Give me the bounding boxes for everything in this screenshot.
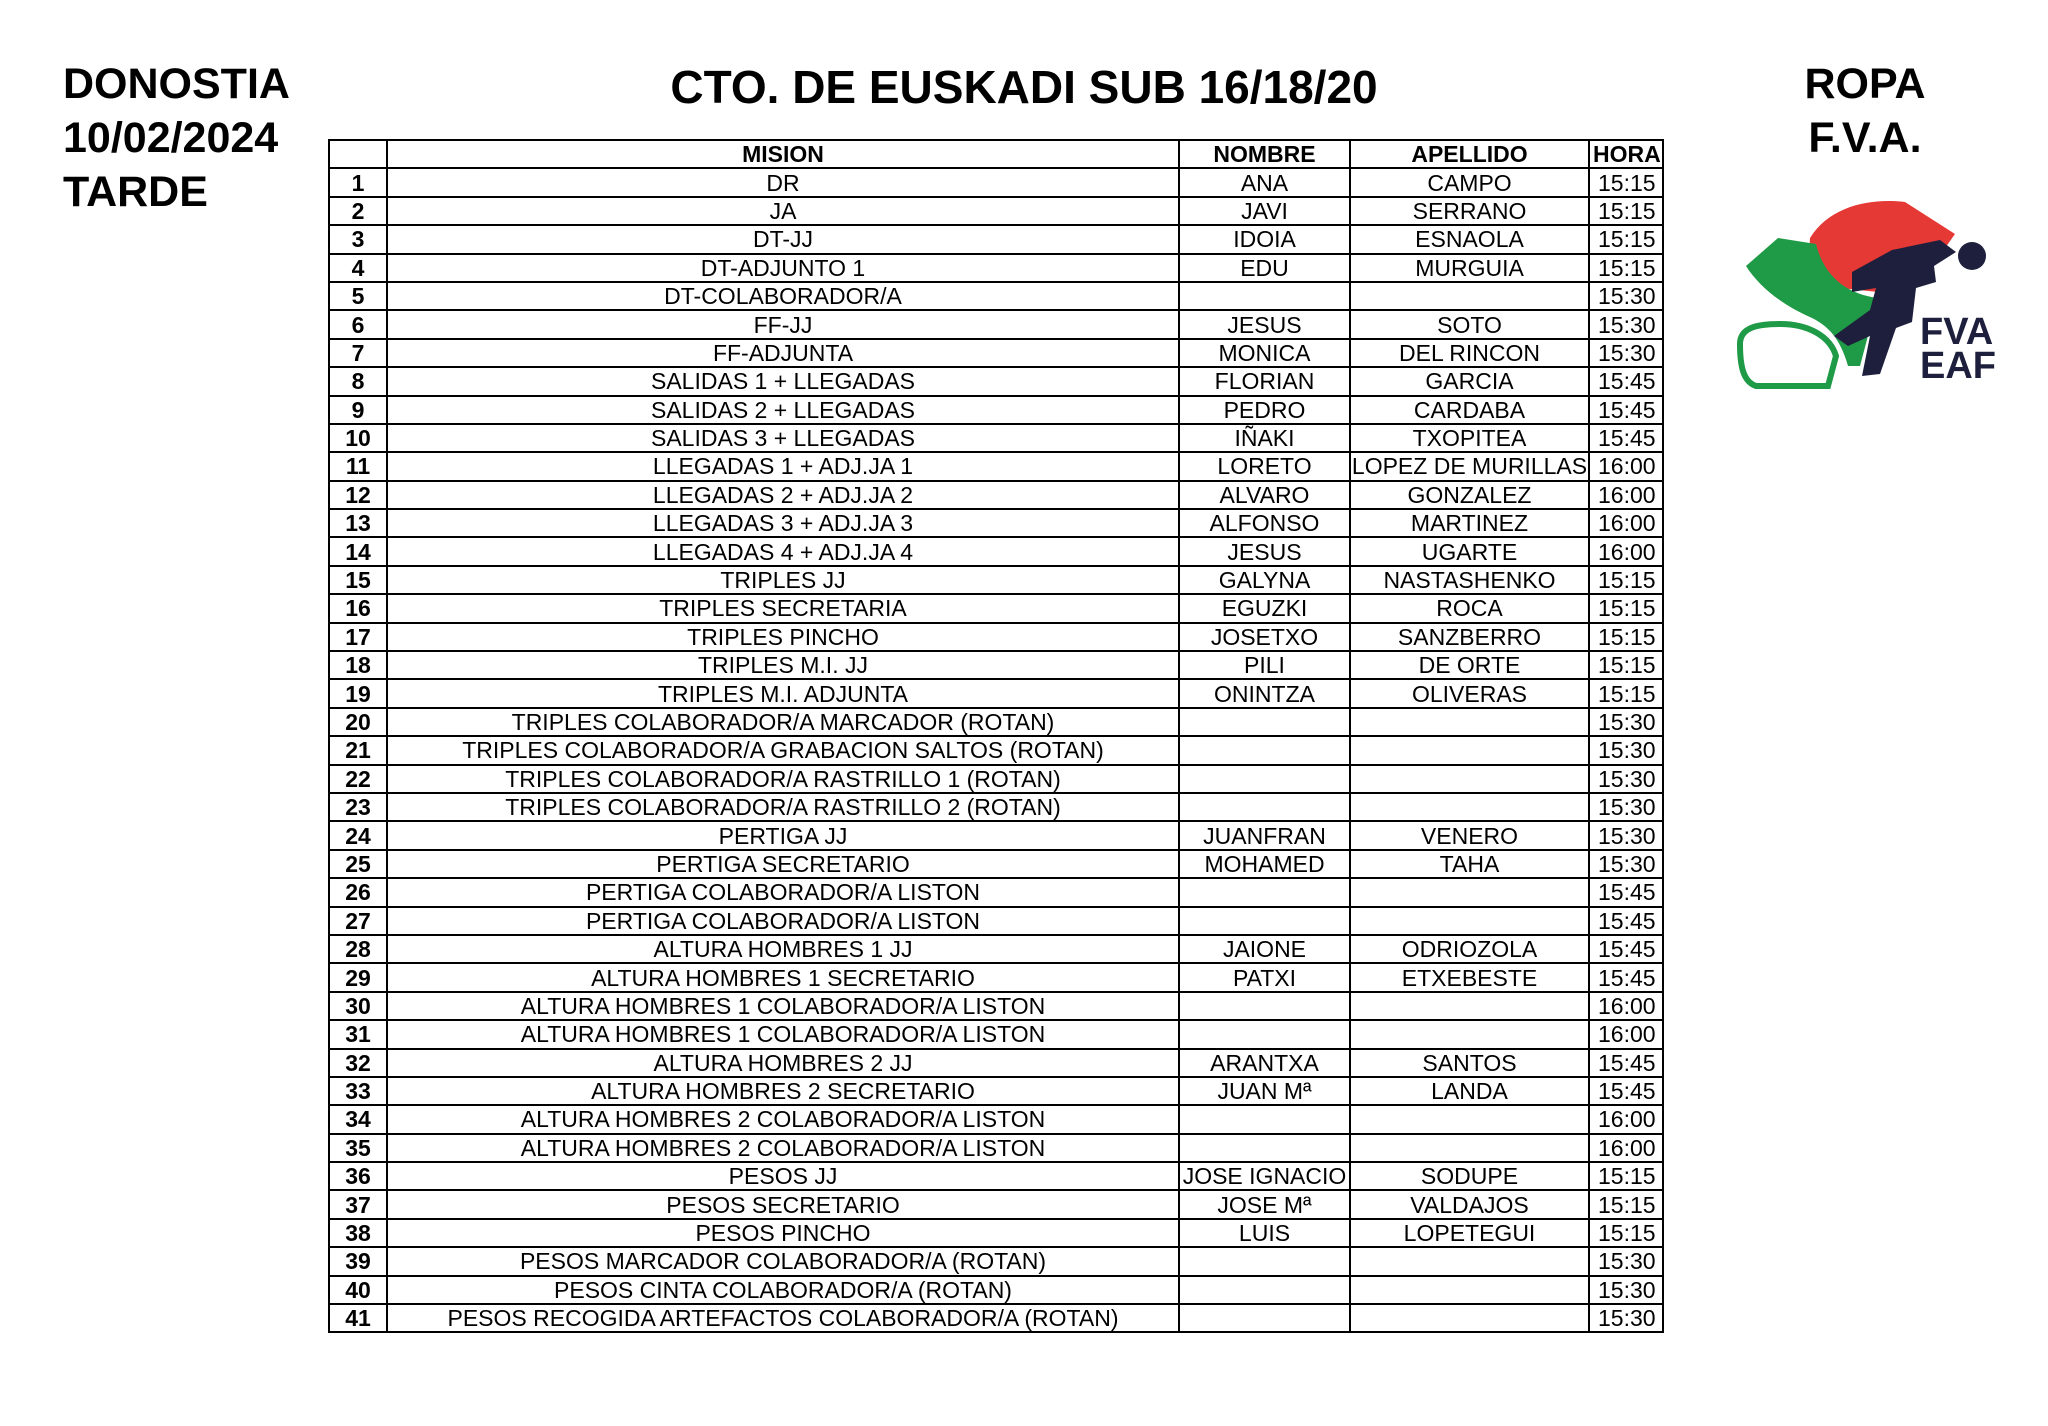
table-row: [329, 1276, 1663, 1304]
row-number: 40: [329, 1276, 387, 1304]
hora-cell: 15:30: [1589, 736, 1663, 764]
nombre-cell: ARANTXA: [1179, 1049, 1350, 1077]
table-row: [329, 850, 1663, 878]
mision-cell: PERTIGA COLABORADOR/A LISTON: [387, 878, 1179, 906]
hora-cell: 15:15: [1589, 566, 1663, 594]
row-number: 31: [329, 1020, 387, 1048]
table-row: [329, 708, 1663, 736]
row-number: 39: [329, 1247, 387, 1275]
nombre-cell: JAIONE: [1179, 935, 1350, 963]
nombre-cell: JOSE Mª: [1179, 1190, 1350, 1218]
table-row: [329, 736, 1663, 764]
mision-cell: SALIDAS 3 + LLEGADAS: [387, 424, 1179, 452]
hora-cell: 15:30: [1589, 708, 1663, 736]
table-row: [329, 1020, 1663, 1048]
table-row: [329, 396, 1663, 424]
nombre-cell: [1179, 1247, 1350, 1275]
apellido-cell: [1350, 992, 1589, 1020]
table-row: [329, 679, 1663, 707]
row-number: 20: [329, 708, 387, 736]
hora-cell: 15:15: [1589, 168, 1663, 196]
mision-cell: LLEGADAS 4 + ADJ.JA 4: [387, 537, 1179, 565]
apellido-cell: DE ORTE: [1350, 651, 1589, 679]
table-row: [329, 623, 1663, 651]
apellido-cell: [1350, 765, 1589, 793]
table-row: [329, 1247, 1663, 1275]
apellido-cell: ETXEBESTE: [1350, 963, 1589, 991]
hora-cell: 15:45: [1589, 935, 1663, 963]
table-row: [329, 907, 1663, 935]
clothing-label: ROPA: [1804, 60, 1926, 108]
apellido-cell: GARCIA: [1350, 367, 1589, 395]
hora-cell: 16:00: [1589, 452, 1663, 480]
mision-cell: DT-COLABORADOR/A: [387, 282, 1179, 310]
apellido-cell: LOPETEGUI: [1350, 1219, 1589, 1247]
table-row: [329, 310, 1663, 338]
table-body: [329, 168, 1663, 1332]
table-row: [329, 594, 1663, 622]
nombre-cell: MONICA: [1179, 339, 1350, 367]
nombre-cell: PILI: [1179, 651, 1350, 679]
apellido-cell: VALDAJOS: [1350, 1190, 1589, 1218]
hora-cell: 15:30: [1589, 1247, 1663, 1275]
table-header-row: [329, 140, 1663, 168]
mision-cell: TRIPLES COLABORADOR/A MARCADOR (ROTAN): [387, 708, 1179, 736]
mision-cell: JA: [387, 197, 1179, 225]
nombre-cell: IDOIA: [1179, 225, 1350, 253]
apellido-cell: [1350, 708, 1589, 736]
table-row: [329, 821, 1663, 849]
mision-cell: PERTIGA SECRETARIO: [387, 850, 1179, 878]
hora-cell: 16:00: [1589, 992, 1663, 1020]
nombre-cell: EGUZKI: [1179, 594, 1350, 622]
hora-cell: 15:15: [1589, 594, 1663, 622]
apellido-cell: VENERO: [1350, 821, 1589, 849]
mision-cell: PESOS RECOGIDA ARTEFACTOS COLABORADOR/A (ROTAN): [387, 1304, 1179, 1332]
nombre-cell: [1179, 1304, 1350, 1332]
location-text: DONOSTIA: [63, 60, 290, 108]
mision-cell: PESOS JJ: [387, 1162, 1179, 1190]
hora-cell: 15:30: [1589, 850, 1663, 878]
table-row: [329, 963, 1663, 991]
mision-cell: TRIPLES PINCHO: [387, 623, 1179, 651]
row-number: 27: [329, 907, 387, 935]
mision-cell: LLEGADAS 3 + ADJ.JA 3: [387, 509, 1179, 537]
mision-cell: ALTURA HOMBRES 1 SECRETARIO: [387, 963, 1179, 991]
row-number: 28: [329, 935, 387, 963]
row-number: 1: [329, 168, 387, 196]
row-number: 25: [329, 850, 387, 878]
table-row: [329, 537, 1663, 565]
row-number: 9: [329, 396, 387, 424]
nombre-cell: JAVI: [1179, 197, 1350, 225]
mision-cell: PERTIGA JJ: [387, 821, 1179, 849]
hora-cell: 16:00: [1589, 537, 1663, 565]
hora-cell: 15:45: [1589, 396, 1663, 424]
mision-cell: LLEGADAS 1 + ADJ.JA 1: [387, 452, 1179, 480]
mision-cell: TRIPLES JJ: [387, 566, 1179, 594]
apellido-cell: OLIVERAS: [1350, 679, 1589, 707]
apellido-cell: TAHA: [1350, 850, 1589, 878]
nombre-cell: [1179, 907, 1350, 935]
mision-cell: LLEGADAS 2 + ADJ.JA 2: [387, 481, 1179, 509]
apellido-cell: SODUPE: [1350, 1162, 1589, 1190]
mision-cell: ALTURA HOMBRES 1 COLABORADOR/A LISTON: [387, 1020, 1179, 1048]
hora-cell: 15:15: [1589, 254, 1663, 282]
mision-cell: FF-ADJUNTA: [387, 339, 1179, 367]
apellido-cell: SOTO: [1350, 310, 1589, 338]
hora-cell: 16:00: [1589, 1134, 1663, 1162]
mision-cell: PESOS MARCADOR COLABORADOR/A (ROTAN): [387, 1247, 1179, 1275]
row-number: 22: [329, 765, 387, 793]
logo-fva-text: FVA: [1920, 311, 1994, 353]
hora-cell: 15:30: [1589, 821, 1663, 849]
apellido-cell: LOPEZ DE MURILLAS: [1351, 453, 1588, 480]
apellido-cell: [1350, 736, 1589, 764]
nombre-cell: FLORIAN: [1179, 367, 1350, 395]
apellido-cell: [1350, 793, 1589, 821]
mision-cell: PERTIGA COLABORADOR/A LISTON: [387, 907, 1179, 935]
row-number: 38: [329, 1219, 387, 1247]
nombre-cell: PEDRO: [1179, 396, 1350, 424]
table-row: [329, 793, 1663, 821]
nombre-cell: JOSE IGNACIO: [1179, 1162, 1350, 1190]
apellido-cell: TXOPITEA: [1350, 424, 1589, 452]
hora-cell: 15:30: [1589, 765, 1663, 793]
mision-cell: TRIPLES M.I. JJ: [387, 651, 1179, 679]
row-number: 36: [329, 1162, 387, 1190]
nombre-cell: LORETO: [1179, 452, 1350, 480]
table-row: [329, 765, 1663, 793]
row-number: 10: [329, 424, 387, 452]
nombre-cell: EDU: [1179, 254, 1350, 282]
row-number: 32: [329, 1049, 387, 1077]
table-row: [329, 168, 1663, 196]
table-row: [329, 1219, 1663, 1247]
row-number: 21: [329, 736, 387, 764]
row-number: 29: [329, 963, 387, 991]
table-row: [329, 1077, 1663, 1105]
row-number: 14: [329, 537, 387, 565]
nombre-cell: JUAN Mª: [1179, 1077, 1350, 1105]
apellido-cell: [1350, 282, 1589, 310]
page-title: CTO. DE EUSKADI SUB 16/18/20: [670, 61, 1378, 113]
nombre-cell: [1179, 708, 1350, 736]
row-number: 35: [329, 1134, 387, 1162]
nombre-cell: LUIS: [1179, 1219, 1350, 1247]
row-number: 23: [329, 793, 387, 821]
nombre-cell: JOSETXO: [1179, 623, 1350, 651]
table-row: [329, 1049, 1663, 1077]
hora-cell: 16:00: [1589, 1020, 1663, 1048]
hora-cell: 15:30: [1589, 1304, 1663, 1332]
mision-cell: TRIPLES COLABORADOR/A GRABACION SALTOS (ROTAN): [387, 736, 1179, 764]
mision-cell: TRIPLES COLABORADOR/A RASTRILLO 2 (ROTAN): [387, 793, 1179, 821]
table-row: [329, 992, 1663, 1020]
session-text: TARDE: [63, 168, 208, 216]
row-number: 5: [329, 282, 387, 310]
row-number: 19: [329, 679, 387, 707]
row-number: 8: [329, 367, 387, 395]
row-number: 33: [329, 1077, 387, 1105]
row-number: 13: [329, 509, 387, 537]
table-row: [329, 254, 1663, 282]
hora-cell: 15:15: [1589, 225, 1663, 253]
fva-eaf-logo: [1720, 196, 2000, 394]
hora-cell: 15:15: [1589, 1219, 1663, 1247]
apellido-cell: MARTINEZ: [1350, 509, 1589, 537]
hora-cell: 15:45: [1589, 878, 1663, 906]
hora-cell: 15:45: [1589, 1049, 1663, 1077]
hora-cell: 15:45: [1589, 424, 1663, 452]
hora-cell: 15:15: [1589, 1162, 1663, 1190]
apellido-cell: [1350, 878, 1589, 906]
row-number: 12: [329, 481, 387, 509]
nombre-cell: [1179, 282, 1350, 310]
col-header-nombre: NOMBRE: [1179, 140, 1350, 168]
hora-cell: 16:00: [1589, 509, 1663, 537]
hora-cell: 16:00: [1589, 481, 1663, 509]
row-number: 41: [329, 1304, 387, 1332]
hora-cell: 15:45: [1589, 367, 1663, 395]
apellido-cell: [1350, 1020, 1589, 1048]
hora-cell: 15:30: [1589, 793, 1663, 821]
row-number: 4: [329, 254, 387, 282]
hora-cell: 15:15: [1589, 1190, 1663, 1218]
nombre-cell: PATXI: [1179, 963, 1350, 991]
hora-cell: 15:30: [1589, 282, 1663, 310]
row-number: 37: [329, 1190, 387, 1218]
nombre-cell: [1179, 1105, 1350, 1133]
mision-cell: PESOS CINTA COLABORADOR/A (ROTAN): [387, 1276, 1179, 1304]
nombre-cell: [1179, 1020, 1350, 1048]
nombre-cell: JESUS: [1179, 537, 1350, 565]
nombre-cell: GALYNA: [1179, 566, 1350, 594]
row-number: 18: [329, 651, 387, 679]
table-row: [329, 282, 1663, 310]
table-row: [329, 935, 1663, 963]
nombre-cell: [1179, 793, 1350, 821]
mision-cell: ALTURA HOMBRES 1 JJ: [387, 935, 1179, 963]
hora-cell: 15:15: [1589, 679, 1663, 707]
nombre-cell: [1179, 1134, 1350, 1162]
table-row: [329, 566, 1663, 594]
apellido-cell: [1350, 1247, 1589, 1275]
row-number: 26: [329, 878, 387, 906]
nombre-cell: IÑAKI: [1179, 424, 1350, 452]
apellido-cell: SERRANO: [1350, 197, 1589, 225]
table-row: [329, 225, 1663, 253]
nombre-cell: [1179, 878, 1350, 906]
mision-cell: ALTURA HOMBRES 2 COLABORADOR/A LISTON: [387, 1105, 1179, 1133]
row-number: 17: [329, 623, 387, 651]
nombre-cell: [1179, 736, 1350, 764]
apellido-cell: UGARTE: [1350, 537, 1589, 565]
row-number: 11: [329, 452, 387, 480]
row-number: 3: [329, 225, 387, 253]
col-header-mision: MISION: [387, 140, 1179, 168]
assignments-table: [328, 139, 1664, 1333]
col-header-apellido: APELLIDO: [1350, 140, 1589, 168]
date-text: 10/02/2024: [63, 114, 279, 162]
hora-cell: 15:15: [1589, 623, 1663, 651]
nombre-cell: ALVARO: [1179, 481, 1350, 509]
apellido-cell: [1350, 1105, 1589, 1133]
apellido-cell: SANTOS: [1350, 1049, 1589, 1077]
apellido-cell: MURGUIA: [1350, 254, 1589, 282]
nombre-cell: ANA: [1179, 168, 1350, 196]
apellido-cell: ROCA: [1350, 594, 1589, 622]
table-row: [329, 424, 1663, 452]
mision-cell: SALIDAS 2 + LLEGADAS: [387, 396, 1179, 424]
mision-cell: ALTURA HOMBRES 2 COLABORADOR/A LISTON: [387, 1134, 1179, 1162]
nombre-cell: [1179, 765, 1350, 793]
mision-cell: ALTURA HOMBRES 2 JJ: [387, 1049, 1179, 1077]
mision-cell: PESOS PINCHO: [387, 1219, 1179, 1247]
hora-cell: 15:30: [1589, 339, 1663, 367]
apellido-cell: LANDA: [1350, 1077, 1589, 1105]
row-number: 30: [329, 992, 387, 1020]
mision-cell: PESOS SECRETARIO: [387, 1190, 1179, 1218]
hora-cell: 15:45: [1589, 907, 1663, 935]
mision-cell: ALTURA HOMBRES 2 SECRETARIO: [387, 1077, 1179, 1105]
table-row: [329, 1105, 1663, 1133]
mision-cell: FF-JJ: [387, 310, 1179, 338]
table-row: [329, 339, 1663, 367]
apellido-cell: ODRIOZOLA: [1350, 935, 1589, 963]
nombre-cell: ALFONSO: [1179, 509, 1350, 537]
row-number: 34: [329, 1105, 387, 1133]
apellido-cell: [1350, 1304, 1589, 1332]
table-row: [329, 1134, 1663, 1162]
row-number: 6: [329, 310, 387, 338]
row-number: 15: [329, 566, 387, 594]
table-row: [329, 367, 1663, 395]
hora-cell: 15:15: [1589, 651, 1663, 679]
table-row: [329, 1304, 1663, 1332]
apellido-cell: GONZALEZ: [1350, 481, 1589, 509]
logo-eaf-text: EAF: [1920, 345, 1996, 387]
row-number: 2: [329, 197, 387, 225]
logo-green-outline: [1740, 324, 1836, 386]
nombre-cell: JUANFRAN: [1179, 821, 1350, 849]
col-header-hora: HORA: [1589, 140, 1663, 168]
mision-cell: TRIPLES SECRETARIA: [387, 594, 1179, 622]
nombre-cell: ONINTZA: [1179, 679, 1350, 707]
nombre-cell: [1179, 1276, 1350, 1304]
table-row: [329, 197, 1663, 225]
col-header-num: [329, 140, 387, 168]
hora-cell: 16:00: [1589, 1105, 1663, 1133]
table-row: [329, 509, 1663, 537]
hora-cell: 15:45: [1589, 963, 1663, 991]
federation-label: F.V.A.: [1808, 114, 1922, 162]
hora-cell: 15:45: [1589, 1077, 1663, 1105]
nombre-cell: MOHAMED: [1179, 850, 1350, 878]
mision-cell: DT-ADJUNTO 1: [387, 254, 1179, 282]
table-row: [329, 1162, 1663, 1190]
hora-cell: 15:30: [1589, 1276, 1663, 1304]
table-row: [329, 1190, 1663, 1218]
apellido-cell: DEL RINCON: [1350, 339, 1589, 367]
table-row: [329, 481, 1663, 509]
apellido-cell: SANZBERRO: [1350, 623, 1589, 651]
apellido-cell: [1350, 1276, 1589, 1304]
mision-cell: DR: [387, 168, 1179, 196]
mision-cell: ALTURA HOMBRES 1 COLABORADOR/A LISTON: [387, 992, 1179, 1020]
apellido-cell: [1350, 907, 1589, 935]
nombre-cell: [1179, 992, 1350, 1020]
row-number: 7: [329, 339, 387, 367]
apellido-cell: CAMPO: [1350, 168, 1589, 196]
apellido-cell: CARDABA: [1350, 396, 1589, 424]
apellido-cell: ESNAOLA: [1350, 225, 1589, 253]
hora-cell: 15:30: [1589, 310, 1663, 338]
table-row: [329, 452, 1663, 480]
logo-runner-head: [1958, 242, 1986, 270]
mision-cell: DT-JJ: [387, 225, 1179, 253]
hora-cell: 15:15: [1589, 197, 1663, 225]
apellido-cell: NASTASHENKO: [1350, 566, 1589, 594]
table-row: [329, 878, 1663, 906]
row-number: 16: [329, 594, 387, 622]
nombre-cell: JESUS: [1179, 310, 1350, 338]
clothing-header: [1750, 57, 1980, 165]
mision-cell: SALIDAS 1 + LLEGADAS: [387, 367, 1179, 395]
apellido-cell: [1350, 1134, 1589, 1162]
table-row: [329, 651, 1663, 679]
mision-cell: TRIPLES M.I. ADJUNTA: [387, 679, 1179, 707]
mision-cell: TRIPLES COLABORADOR/A RASTRILLO 1 (ROTAN): [387, 765, 1179, 793]
row-number: 24: [329, 821, 387, 849]
